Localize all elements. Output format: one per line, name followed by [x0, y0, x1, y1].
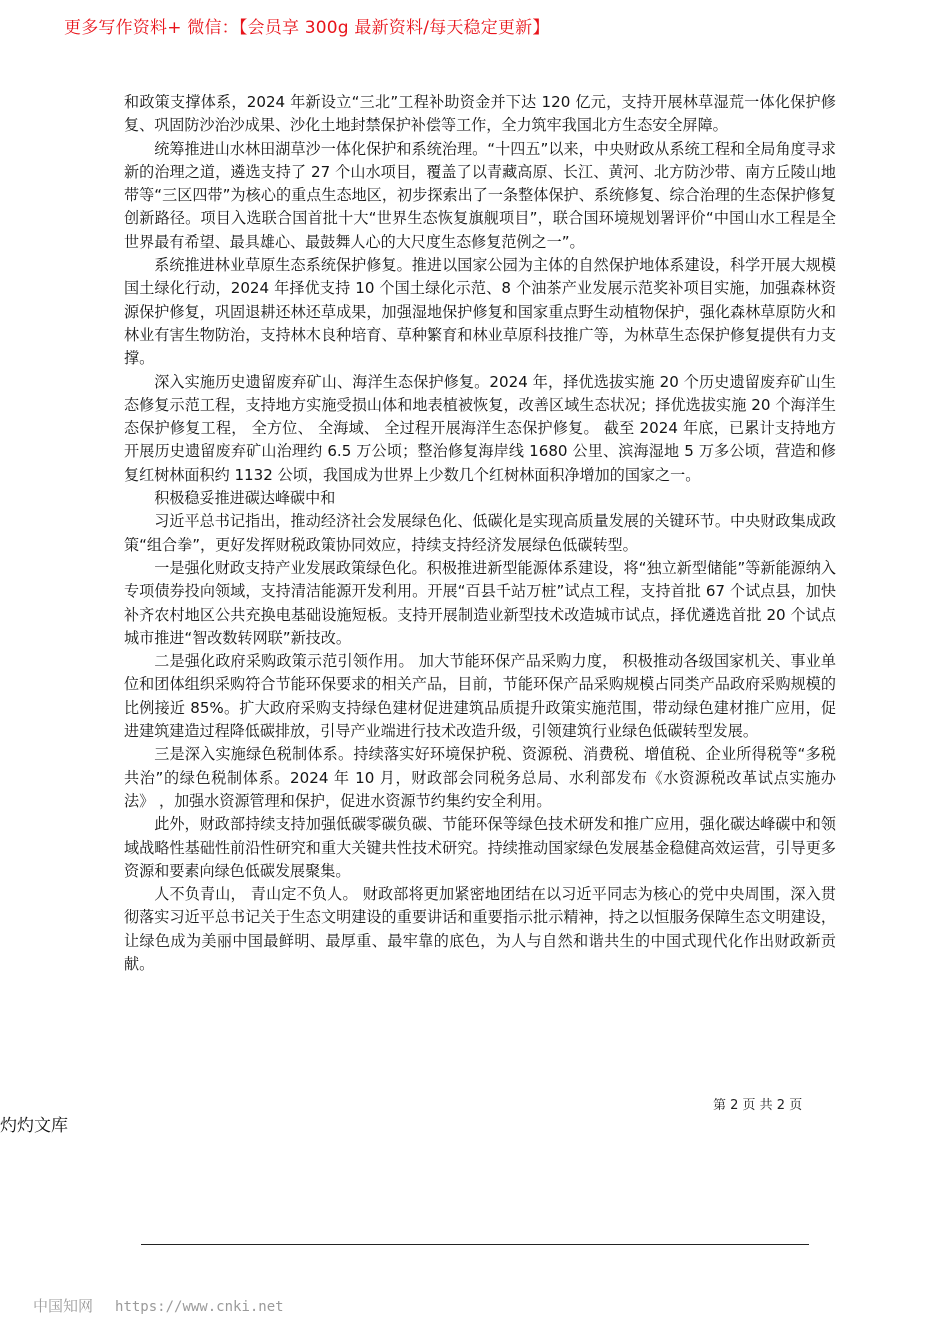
- brand-label: 灼灼文库: [0, 1116, 68, 1136]
- document-body: [124, 91, 836, 976]
- source-footer: [33, 1295, 284, 1316]
- source-name: 中国知网: [33, 1297, 94, 1315]
- paragraph: 统筹推进山水林田湖草沙一体化保护和系统治理。“十四五”以来，中央财政从系统工程和全局角度寻求新的治理之道，遴选支持了 27 个山水项目，覆盖了以青藏高原、长江、黄河、北方防沙带、南方丘陵山地带等“三区四带”为核心的重点生态地区，初步探索出了一条整体保护、系统修复、综合治理的生态保护修复创新路径。项目入选联合国首批十大“世界生态恢复旗舰项目”，联合国环境规划署评价“中国山水工程是全世界最有希望、最具雄心、最鼓舞人心的大尺度生态修复范例之一”。: [124, 139, 836, 251]
- paragraph: 二是强化政府采购政策示范引领作用。 加大节能环保产品采购力度， 积极推动各级国家机关、事业单位和团体组织采购符合节能环保要求的相关产品，目前，节能环保产品采购规模占同类产品政府采购规模的比例接近 85%。扩大政府采购支持绿色建材促进建筑品质提升政策实施范围，带动绿色建材推广应用，促进建筑建造过程降低碳排放，引导产业端进行技术改造升级，引领建筑行业绿色低碳转型发展。: [124, 652, 836, 741]
- paragraph: 习近平总书记指出，推动经济社会发展绿色化、低碳化是实现高质量发展的关键环节。中央财政集成政策“组合拳”，更好发挥财税政策协同效应，持续支持经济发展绿色低碳转型。: [124, 512, 836, 554]
- promo-banner: 更多写作资料+ 微信：【会员享 300g 最新资料/每天稳定更新】: [64, 18, 550, 38]
- paragraph-continued: 和政策支撑体系，2024 年新设立“三北”工程补助资金并下达 120 亿元，支持开展林草湿荒一体化保护修复、巩固防沙治沙成果、沙化土地封禁保护补偿等工作，全力筑牢我国北方生态安全屏障。: [124, 93, 836, 135]
- footer-divider: [141, 1244, 809, 1245]
- paragraph: 三是深入实施绿色税制体系。持续落实好环境保护税、资源税、消费税、增值税、企业所得税等“多税共治”的绿色税制体系。2024 年 10 月，财政部会同税务总局、水利部发布《水资源税改革试点实施办法》 ，加强水资源管理和保护，促进水资源节约集约安全利用。: [124, 745, 836, 810]
- paragraph: 人不负青山， 青山定不负人。 财政部将更加紧密地团结在以习近平同志为核心的党中央周围，深入贯彻落实习近平总书记关于生态文明建设的重要讲话和重要指示批示精神，持之以恒服务保障生态文明建设，让绿色成为美丽中国最鲜明、最厚重、最牢靠的底色，为人与自然和谐共生的中国式现代化作出财政新贡献。: [124, 885, 836, 973]
- paragraph: 一是强化财政支持产业发展政策绿色化。积极推进新型能源体系建设，将“独立新型储能”等新能源纳入专项债券投向领域，支持清洁能源开发利用。开展“百县千站万桩”试点工程，支持首批 67 个试点县，加快补齐农村地区公共充换电基础设施短板。支持开展制造业新型技术改造城市试点，择优遴选首批 20 个试点城市推进“智改数转网联”新技改。: [124, 558, 836, 647]
- paragraph: 深入实施历史遗留废弃矿山、海洋生态保护修复。2024 年，择优选拔实施 20 个历史遗留废弃矿山生态修复示范工程，支持地方实施受损山体和地表植被恢复，改善区域生态状况；择优选拔实施 20 个海洋生态保护修复工程， 全方位、 全海域、 全过程开展海洋生态保护修复。 截至 2024 年底，已累计支持地方开展历史遗留废弃矿山治理约 6.5 万公顷；整治修复海岸线 1680 公里、滨海湿地 5 万多公顷，营造和修复红树林面积约 1132 公顷，我国成为世界上少数几个红树林面积净增加的国家之一。: [124, 372, 836, 484]
- section-heading: 积极稳妥推进碳达峰碳中和: [154, 489, 336, 508]
- paragraph: 系统推进林业草原生态系统保护修复。推进以国家公园为主体的自然保护地体系建设，科学开展大规模国土绿化行动，2024 年择优支持 10 个国土绿化示范、8 个油茶产业发展示范奖补项目实施，加强森林资源保护修复，巩固退耕还林还草成果，加强湿地保护修复和国家重点野生动植物保护，强化森林草原防火和林业有害生物防治，支持林木良种培育、草种繁育和林业草原科技推广等，为林草生态保护修复提供有力支撑。: [124, 256, 836, 368]
- page-indicator: 第 2 页 共 2 页: [713, 1098, 803, 1113]
- source-url-link[interactable]: https://www.cnki.net: [115, 1299, 284, 1315]
- paragraph: 此外，财政部持续支持加强低碳零碳负碳、节能环保等绿色技术研发和推广应用，强化碳达峰碳中和领域战略性基础性前沿性研究和重大关键共性技术研究。持续推动国家绿色发展基金稳健高效运营，引导更多资源和要素向绿色低碳发展聚集。: [124, 815, 836, 880]
